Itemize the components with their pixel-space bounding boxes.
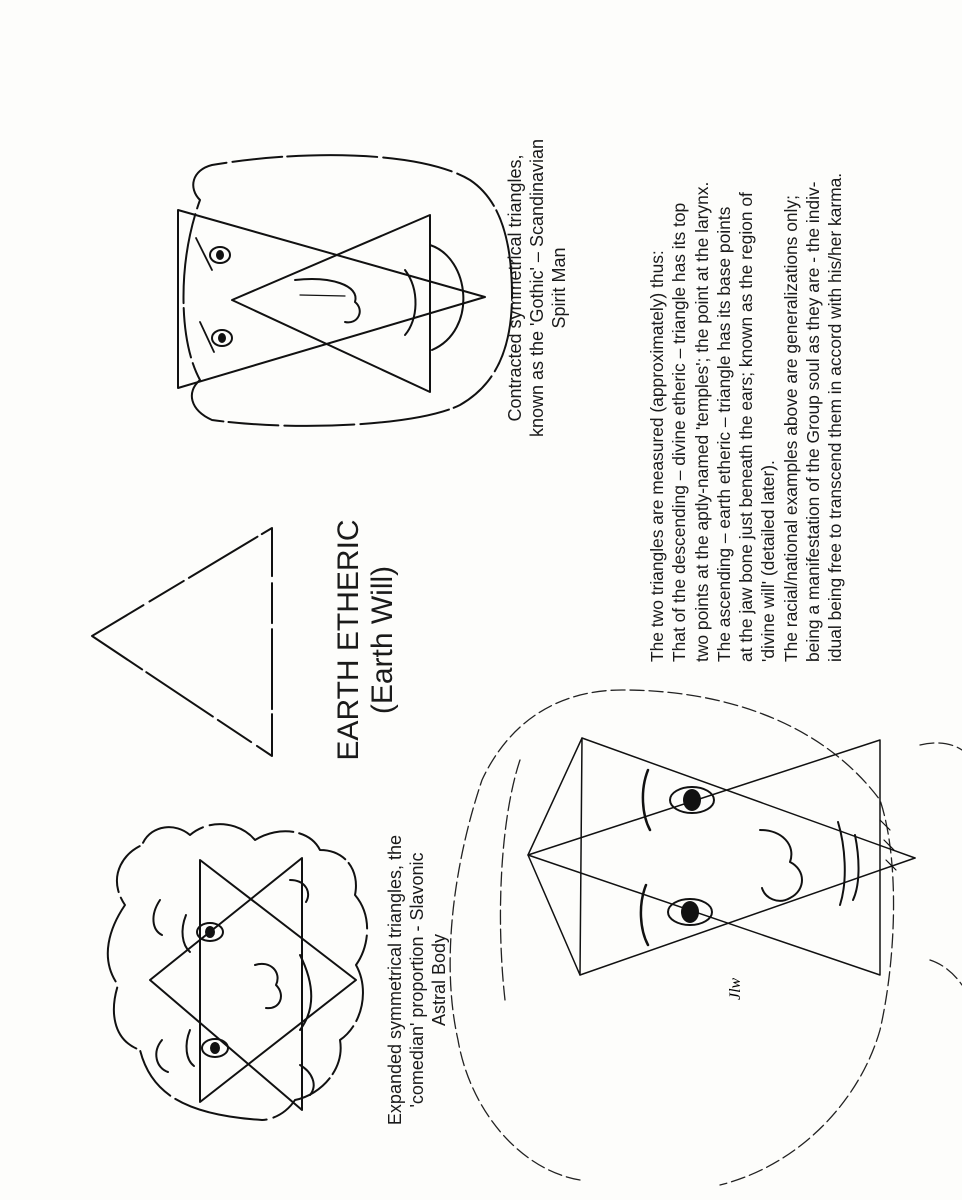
notes-line: idual being free to transcend them in accord with his/her karma. <box>825 172 846 662</box>
astral-caption-line: Astral Body <box>429 933 449 1027</box>
notes-line: The two triangles are measured (approximately) thus: <box>647 250 667 662</box>
spirit-caption-line: Spirit Man <box>549 247 569 329</box>
heading-subtitle: (Earth Will) <box>366 565 399 715</box>
astral-caption-line: 'comedian' proportion - Slavonic <box>407 852 427 1108</box>
spirit-caption-line: known as the 'Gothic' – Scandinavian <box>527 138 547 438</box>
notes-line: That of the descending – divine etheric – triangle has its top <box>669 202 690 662</box>
astral-face-drawing <box>108 824 367 1120</box>
notes-block <box>646 32 847 662</box>
notes-line: The racial/national examples above are generalizations only; <box>780 195 801 662</box>
notes-line: The ascending – earth etheric – triangle has its base points <box>713 206 734 662</box>
spirit-caption <box>504 98 570 478</box>
notes-line: two points at the aptly-named 'temples'; the point at the larynx. <box>691 181 712 662</box>
notes-line: being a manifestation of the Group soul as they are - the indiv- <box>803 181 824 662</box>
notes-line: 'divine will' (detailed later). <box>758 460 779 662</box>
spirit-face-drawing <box>178 155 512 426</box>
astral-caption-line: Expanded symmetrical triangles, the <box>385 834 405 1126</box>
signature: Jlw <box>727 977 744 1000</box>
notes-line: at the jaw bone just beneath the ears; known as the region of <box>736 192 757 662</box>
page-heading <box>332 480 400 800</box>
balanced-face-drawing <box>450 690 962 1185</box>
heading-title: EARTH ETHERIC <box>332 519 365 761</box>
spirit-caption-line: Contracted symmetrical triangles, <box>505 154 525 422</box>
earth-etheric-triangle <box>92 528 272 756</box>
astral-caption <box>384 800 450 1160</box>
